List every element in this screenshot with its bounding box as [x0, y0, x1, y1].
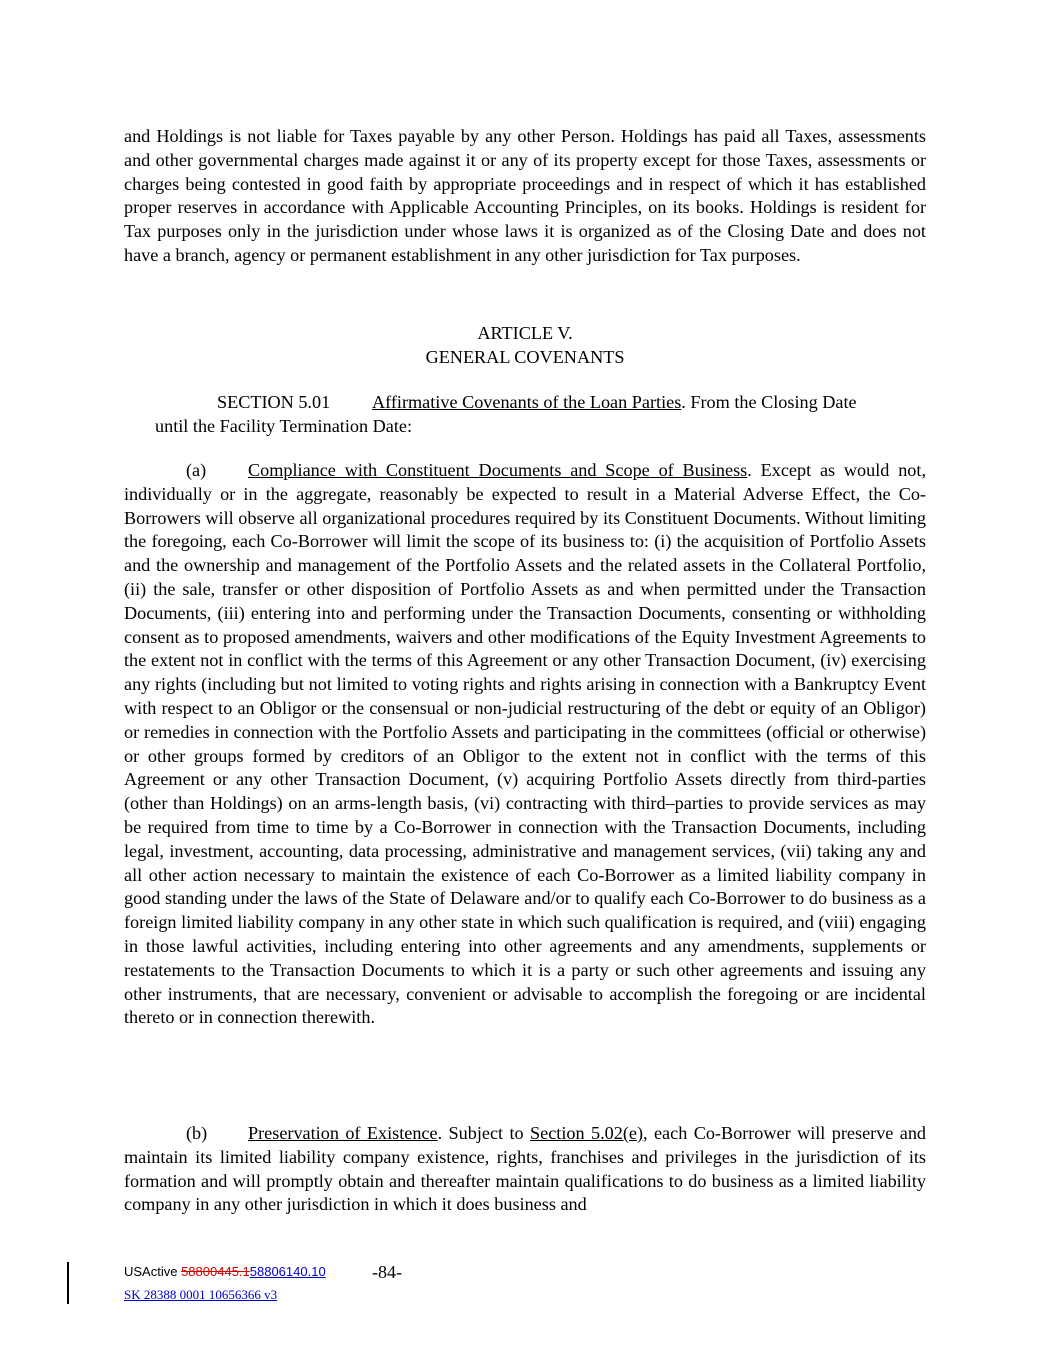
- paragraph-a-label: (a): [186, 460, 207, 480]
- footer-new-id: 58806140.10: [249, 1264, 326, 1279]
- paragraph-a-text: . Except as would not, individually or in the aggregate, reasonably be expected to result in a Material Adverse Effect, the Co- Borrowers will observe all organizational procedures required by its Constituent Documents. Without limiting the foregoing, each Co-Borrower will limit the scope of its business to: (i) the acquisition of Portfolio Assets and the ownership and management of the Portfolio Assets and the related assets in the Collateral Portfolio, (ii) the sale, transfer or other disposition of Portfolio Assets as and when permitted under the Transaction Documents, (iii) entering into and performing under the Transaction Documents, consenting or withholding consent as to proposed amendments, waivers and other modifications of the Equity Investment Agreements to the extent not in conflict with the terms of this Agreement or any other Transaction Document, (iv) exercising any rights (including but not limited to voting rights and rights arising in connection with a Bankruptcy Event with respect to an Obligor or the consensual or non-judicial restructuring of the debt or equity of an Obligor) or remedies in connection with the Portfolio Assets and participating in the committees (official or otherwise) or other groups formed by creditors of an Obligor to the extent not in conflict with the terms of this Agreement or any other Transaction Document, (v) acquiring Portfolio Assets directly from third-parties (other than Holdings) on an arms-length basis, (vi) contracting with third–parties to provide services as may be required from time to time by a Co-Borrower in connection with the Transaction Documents, including legal, investment, accounting, data processing, administrative and management services, (vii) taking any and all other action necessary to maintain the existence of each Co-Borrower as a limited liability company in good standing under the laws of the State of Delaware and/or to qualify each Co-Borrower to do business as a foreign limited liability company in any other state in which such qualification is required, and (viii) engaging in those lawful activities, including entering into other agreements and any amendments, supplements or restatements to the Transaction Documents to which it is a party or such other agreements and issuing any other instruments, that are necessary, convenient or advisable to accomplish the foregoing or are incidental thereto or in connection therewith.: [124, 460, 926, 1028]
- paragraph-b-text-2: , each Co-Borrower will preserve and maintain its limited liability company existence, rights, franchises and privileges in the jurisdiction of its formation and will promptly obtain and thereafter maintain qualifications to do business as a limited liability company in any other jurisdiction in which it does business and: [124, 1123, 927, 1215]
- footer-prefix: USActive: [124, 1264, 182, 1279]
- section-title: Affirmative Covenants of the Loan Parties: [372, 392, 682, 412]
- article-number: ARTICLE V.: [477, 323, 573, 343]
- paragraph-a-title: Compliance with Constituent Documents and Scope of Business: [248, 460, 748, 480]
- paragraph-b-label: (b): [186, 1123, 208, 1143]
- article-title: GENERAL COVENANTS: [425, 347, 625, 367]
- paragraph-b: [124, 1122, 926, 1217]
- page-number: -84-: [372, 1262, 402, 1282]
- footer-old-id: 58800445.1: [181, 1264, 250, 1279]
- change-bar: [67, 1262, 69, 1304]
- paragraph-b-title: Preservation of Existence: [248, 1123, 438, 1143]
- section-text-1: . From the Closing Date: [681, 392, 857, 412]
- section-number: SECTION 5.01: [217, 392, 331, 412]
- paragraph-taxes: and Holdings is not liable for Taxes payable by any other Person. Holdings has paid all Taxes, assessments and other governmental charges made against it or any of its property except for those Taxes, assessments or charges being contested in good faith by appropriate proceedings and in respect of which it has established proper reserves in accordance with Applicable Accounting Principles, on its books. Holdings is resident for Tax purposes only in the jurisdiction under whose laws it is organized as of the Closing Date and does not have a branch, agency or permanent establishment in any other jurisdiction for Tax purposes.: [124, 126, 926, 265]
- footer-doc-ref[interactable]: SK 28388 0001 10656366 v3: [124, 1287, 278, 1302]
- section-5-01: [124, 391, 926, 439]
- paragraph-a: [124, 459, 926, 1030]
- section-text-2: until the Facility Termination Date:: [155, 415, 413, 436]
- paragraph-b-text-1: . Subject to: [437, 1123, 531, 1143]
- section-reference-link[interactable]: Section 5.02(e): [530, 1123, 644, 1143]
- footer-doc-id: [124, 1264, 326, 1279]
